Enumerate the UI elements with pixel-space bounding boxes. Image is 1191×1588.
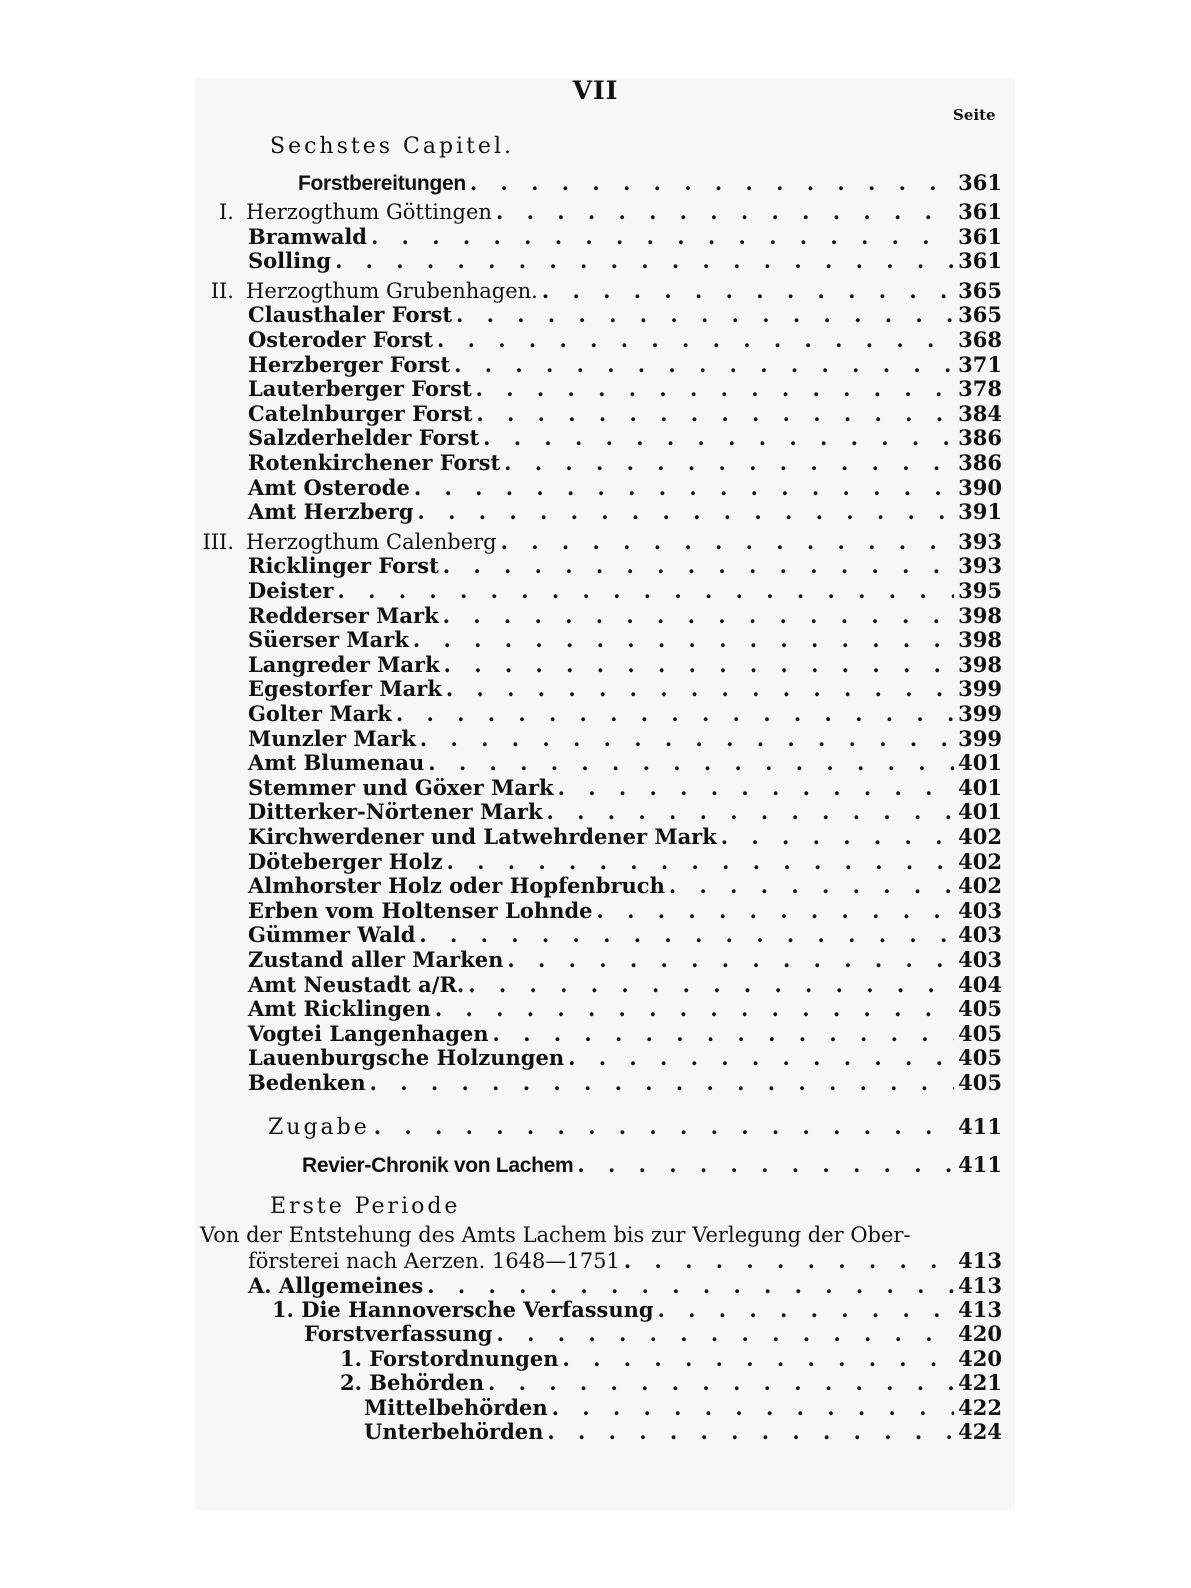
toc-line[interactable] [0, 376, 1002, 402]
entry-label: Catelnburger Forst [248, 400, 473, 426]
toc-line[interactable] [0, 1248, 1002, 1274]
leader-dots [669, 873, 954, 899]
page-ref: 371 [958, 351, 1002, 377]
toc-line[interactable] [0, 224, 1002, 250]
leader-dots [454, 352, 954, 378]
page-ref: 395 [958, 578, 1002, 603]
entry-label: Rotenkirchener Forst [248, 450, 501, 475]
leader-dots [335, 248, 954, 274]
entry-label: Lauterberger Forst [248, 376, 472, 402]
page-ref: 361 [958, 199, 1002, 224]
page-ref: 399 [958, 676, 1002, 702]
toc-line[interactable] [0, 553, 1002, 579]
page-ref: 399 [958, 725, 1002, 751]
leader-dots [470, 170, 954, 196]
entry-label: 2. Behörden [340, 1370, 484, 1395]
page-ref: 420 [958, 1346, 1002, 1371]
page-ref: 398 [958, 602, 1002, 628]
entry-label: Salzderhelder Forst [248, 425, 480, 451]
entry-label: Osteroder Forst [248, 327, 434, 352]
page-ref: 405 [958, 1070, 1002, 1095]
leader-dots [414, 475, 954, 501]
toc-line[interactable] [0, 450, 1002, 476]
page-ref: 390 [958, 474, 1002, 500]
toc-line[interactable] [0, 401, 1002, 427]
page-ref: 403 [958, 947, 1002, 972]
entry-label: Lauenburgsche Holzungen [248, 1045, 565, 1071]
leader-dots [547, 1419, 954, 1445]
entry-label: Deister [248, 578, 334, 603]
page-ref: 401 [958, 799, 1002, 825]
toc-line[interactable] [0, 1419, 1002, 1445]
leader-dots [443, 553, 954, 579]
entry-label: A. Allgemeines [248, 1273, 424, 1298]
leader-dots [418, 499, 954, 525]
toc-line[interactable] [0, 1045, 1002, 1071]
toc-line[interactable] [0, 302, 1002, 328]
page-ref: 420 [958, 1321, 1002, 1346]
page-ref: 402 [958, 824, 1002, 849]
entry-label: Amt Neustadt a/R. [248, 971, 465, 997]
page-ref: 391 [958, 499, 1002, 525]
leader-dots [496, 199, 954, 225]
entry-label: Egestorfer Mark [248, 676, 442, 702]
leader-dots [396, 701, 954, 727]
leader-dots [370, 1070, 954, 1096]
leader-dots [443, 603, 954, 629]
entry-label: Bedenken [248, 1070, 366, 1095]
toc-line[interactable] [0, 425, 1002, 451]
leader-dots [428, 750, 954, 776]
page-ref: 378 [958, 376, 1002, 402]
leader-dots [420, 726, 954, 752]
leader-dots [437, 327, 954, 353]
page-ref: 405 [958, 996, 1002, 1022]
page-ref: 398 [958, 627, 1002, 653]
page-ref: 424 [958, 1419, 1002, 1444]
toc-line[interactable] [0, 1273, 1002, 1299]
page-ref: 361 [958, 223, 1002, 249]
roman-numeral: III. [202, 529, 234, 554]
periode-intro-line2: försterei nach Aerzen. 1648—1751 [248, 1249, 620, 1273]
page-ref: 403 [958, 922, 1002, 948]
page-ref: 368 [958, 327, 1002, 352]
toc-line[interactable] [0, 327, 1002, 353]
page-ref: 386 [958, 450, 1002, 475]
page-ref: 413 [958, 1248, 1002, 1273]
entry-label: Golter Mark [248, 701, 392, 726]
leader-dots [413, 627, 954, 653]
toc-line[interactable] [0, 849, 1002, 875]
toc-line[interactable] [0, 603, 1002, 629]
toc-line[interactable] [0, 529, 1002, 555]
toc-line[interactable] [0, 898, 1002, 924]
page-ref: 411 [958, 1114, 1002, 1139]
leader-dots [371, 224, 954, 250]
entry-label: Zustand aller Marken [248, 947, 504, 972]
page-ref: 422 [958, 1395, 1002, 1420]
entry-label: Herzogthum Calenberg [246, 529, 497, 554]
page-ref: 413 [958, 1273, 1002, 1298]
toc-line[interactable] [0, 1021, 1002, 1047]
toc-line[interactable] [0, 578, 1002, 604]
entry-label: Gümmer Wald [248, 922, 416, 948]
toc-line[interactable] [0, 170, 1002, 196]
page-ref: 401 [958, 750, 1002, 776]
page-ref: 393 [958, 528, 1002, 554]
page-ref: 421 [958, 1370, 1002, 1395]
leader-dots [658, 1297, 954, 1323]
entry-label: Bramwald [248, 223, 367, 249]
toc-line[interactable] [0, 199, 1002, 225]
toc-line[interactable] [0, 726, 1002, 752]
toc-line[interactable] [0, 278, 1002, 304]
leader-dots [374, 1114, 954, 1140]
leader-dots [547, 799, 954, 825]
toc-line[interactable] [0, 1395, 1002, 1421]
entry-label: Ricklinger Forst [248, 553, 439, 579]
toc-line[interactable] [0, 1114, 1002, 1140]
leader-dots [476, 401, 954, 427]
toc-line[interactable] [0, 676, 1002, 702]
leader-dots [562, 1346, 954, 1372]
leader-dots [542, 278, 954, 304]
page-ref: 413 [958, 1297, 1002, 1322]
leader-dots [447, 849, 954, 875]
leader-dots [419, 922, 954, 948]
page-ref: 402 [958, 848, 1002, 874]
entry-label: Almhorster Holz oder Hopfenbruch [248, 873, 665, 899]
leader-dots [558, 775, 954, 801]
toc-line[interactable] [0, 996, 1002, 1022]
entry-label: Mittelbehörden [364, 1395, 548, 1420]
leader-dots [497, 1321, 955, 1347]
entry-label: Solling [248, 248, 332, 274]
entry-label: Herzogthum Göttingen [246, 200, 492, 224]
leader-dots [483, 425, 954, 451]
entry-label: Clausthaler Forst [248, 302, 453, 328]
leader-dots [721, 824, 954, 850]
toc-line[interactable] [0, 750, 1002, 776]
leader-dots [501, 529, 954, 555]
toc-line[interactable] [0, 873, 1002, 899]
zugabe-heading: Zugabe [268, 1115, 370, 1140]
leader-dots [468, 972, 954, 998]
page-ref: 398 [958, 651, 1002, 677]
entry-label: Herzogthum Grubenhagen. [246, 278, 538, 303]
page-ref: 399 [958, 701, 1002, 726]
toc-line[interactable] [0, 799, 1002, 825]
page-number: VII [572, 76, 619, 105]
leader-dots [597, 898, 954, 924]
leader-dots [577, 1152, 954, 1178]
page-ref: 386 [958, 425, 1002, 451]
leader-dots [446, 676, 954, 702]
entry-label: Erben vom Holtenser Lohnde [248, 897, 593, 923]
toc-line[interactable] [0, 248, 1002, 274]
toc-line[interactable] [0, 627, 1002, 653]
leader-dots [624, 1248, 954, 1274]
leader-dots [504, 450, 954, 476]
toc-line[interactable] [0, 775, 1002, 801]
entry-label: Unterbehörden [364, 1419, 544, 1444]
toc-line[interactable] [0, 824, 1002, 850]
chapter-heading: Sechstes Capitel. [270, 134, 514, 159]
page-ref: 405 [958, 1020, 1002, 1046]
entry-label: 1. Die Hannoversche Verfassung [272, 1297, 654, 1322]
toc-line[interactable] [0, 1070, 1002, 1096]
leader-dots [552, 1395, 954, 1421]
leader-dots [507, 947, 954, 973]
leader-dots [456, 302, 954, 328]
entry-label: Redderser Mark [248, 602, 439, 628]
page-ref: 411 [958, 1152, 1002, 1177]
page-ref: 393 [958, 553, 1002, 579]
entry-label: Amt Blumenau [248, 750, 425, 776]
leader-dots [427, 1273, 954, 1299]
page-ref: 401 [958, 774, 1002, 800]
entry-label: Langreder Mark [248, 651, 440, 677]
periode-intro-line1: Von der Entstehung des Amts Lachem bis zur Verlegung der Ober- [200, 1223, 911, 1247]
zugabe-title: Revier-Chronik von Lachem [302, 1154, 574, 1177]
roman-numeral: II. [210, 278, 234, 303]
leader-dots [493, 1021, 954, 1047]
leader-dots [568, 1045, 954, 1071]
roman-numeral: I. [219, 200, 234, 224]
chapter-title: Forstbereitungen [298, 172, 466, 195]
page-ref: 365 [958, 277, 1002, 303]
entry-label: Stemmer und Göxer Mark [248, 774, 554, 800]
toc-line[interactable] [0, 1152, 1002, 1178]
toc-line[interactable] [0, 972, 1002, 998]
periode-heading: Erste Periode [270, 1194, 461, 1219]
page-ref: 365 [958, 302, 1002, 328]
entry-label: Amt Ricklingen [248, 996, 431, 1022]
toc-line[interactable] [0, 475, 1002, 501]
toc-line[interactable] [0, 652, 1002, 678]
toc-line[interactable] [0, 1321, 1002, 1347]
toc-line[interactable] [0, 1297, 1002, 1323]
entry-label: Ditterker-Nörtener Mark [248, 799, 543, 825]
entry-label: Döteberger Holz [248, 848, 443, 874]
leader-dots [488, 1370, 954, 1396]
leader-dots [338, 578, 955, 604]
page-ref: 405 [958, 1045, 1002, 1071]
page-ref: 404 [958, 971, 1002, 997]
leader-dots [435, 996, 954, 1022]
entry-label: Herzberger Forst [248, 351, 451, 377]
toc-line[interactable] [0, 701, 1002, 727]
page-ref: 403 [958, 897, 1002, 923]
entry-label: Süerser Mark [248, 627, 409, 653]
toc-line[interactable] [0, 922, 1002, 948]
page-ref: 384 [958, 400, 1002, 426]
toc-line[interactable] [0, 352, 1002, 378]
page-ref: 361 [958, 248, 1002, 274]
toc-line[interactable] [0, 1346, 1002, 1372]
entry-label: Kirchwerdener und Latwehrdener Mark [248, 824, 717, 849]
toc-line[interactable] [0, 499, 1002, 525]
entry-label: Amt Herzberg [248, 499, 414, 525]
toc-line[interactable] [0, 1370, 1002, 1396]
toc-line[interactable] [0, 947, 1002, 973]
page-ref: 402 [958, 873, 1002, 899]
seite-column-label: Seite [953, 106, 996, 124]
entry-label: Munzler Mark [248, 725, 416, 751]
entry-label: Amt Osterode [248, 474, 410, 500]
entry-label: Vogtei Langenhagen [248, 1020, 489, 1046]
page-ref: 361 [958, 170, 1002, 195]
leader-dots [444, 652, 954, 678]
leader-dots [476, 376, 954, 402]
entry-label: Forstverfassung [304, 1321, 493, 1346]
entry-label: 1. Forstordnungen [340, 1346, 559, 1371]
